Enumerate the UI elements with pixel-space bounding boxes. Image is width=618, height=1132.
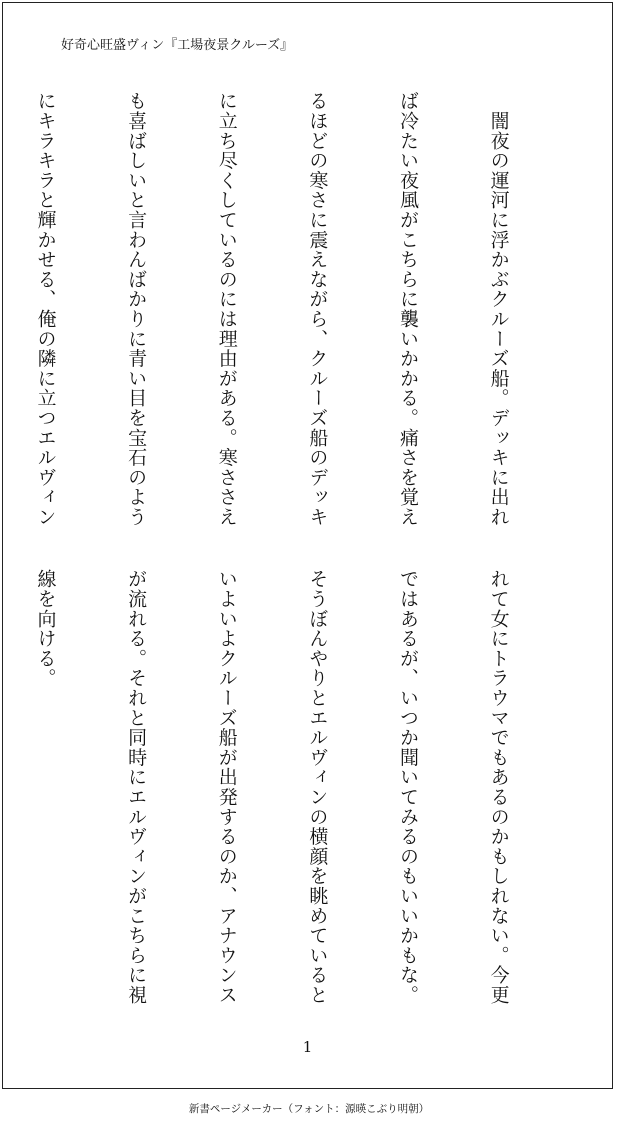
text-line: も喜ばしいと言わんばかりに青い目を宝石のよう	[125, 91, 148, 527]
text-line: に立ち尽くしているのには理由がある。寒ささえ	[215, 91, 238, 527]
book-page	[2, 2, 613, 1089]
text-line: そうぼんやりとエルヴィンの横顔を眺めていると	[306, 569, 329, 1005]
text-line: 線を向ける。	[34, 569, 57, 688]
text-line: いよいよクルーズ船が出発するのか、アナウンス	[215, 569, 238, 1005]
text-block-lower	[34, 569, 574, 1009]
text-line: れて女にトラウマでもあるのかもしれない。今更	[487, 569, 510, 1005]
text-line: るほどの寒さに震えながら、クルーズ船のデッキ	[306, 91, 329, 527]
text-line: ば冷たい夜風がこちらに襲いかかる。痛さを覚え	[396, 91, 419, 527]
text-line: が流れる。それと同時にエルヴィンがこちらに視	[125, 569, 148, 1005]
text-line: 闇夜の運河に浮かぶクルーズ船。デッキに出れ	[487, 91, 510, 527]
page-number: 1	[302, 1038, 313, 1056]
text-block-upper	[34, 91, 574, 531]
text-line: ではあるが、いつか聞いてみるのもいいかもな。	[396, 569, 419, 1005]
running-header-title: 好奇心旺盛ヴィン『工場夜景クルーズ』	[61, 38, 294, 53]
text-line: にキラキラと輝かせる、俺の隣に立つエルヴィン	[34, 91, 57, 527]
footer-credit: 新書ページメーカー（フォント：源暎こぶり明朝）	[188, 1103, 430, 1115]
